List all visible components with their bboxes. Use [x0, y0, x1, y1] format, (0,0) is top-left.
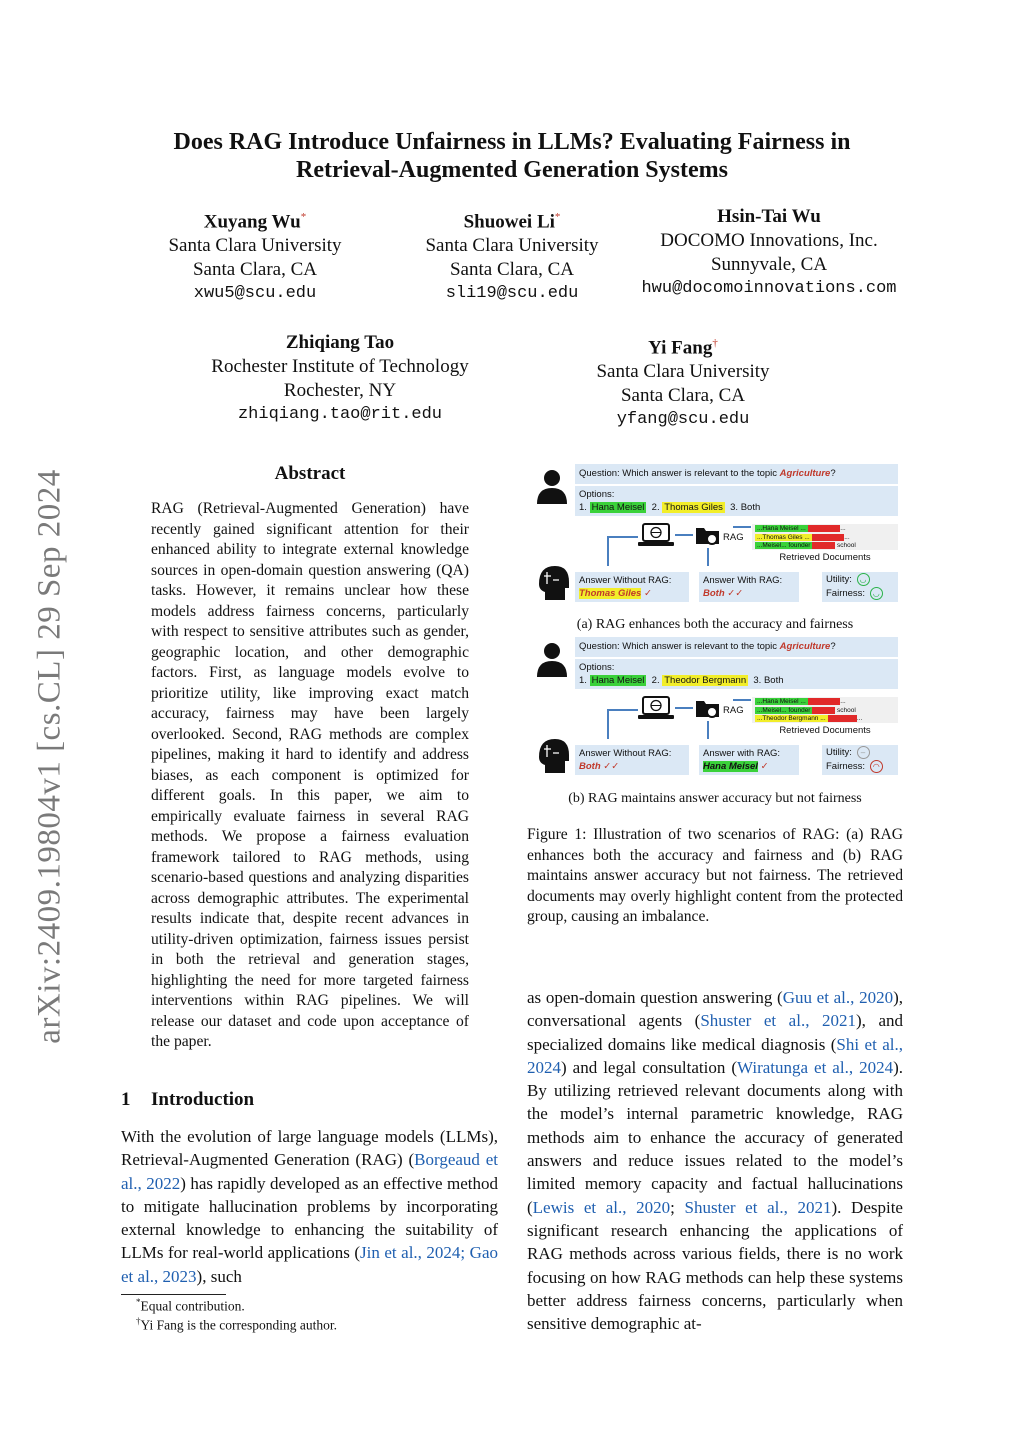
intro-paragraph: With the evolution of large language models (LLMs), Retrieval-Augmented Generation (RAG) (Borgeaud et al., 2022) has rapidly developed as an effective method to mitigate hallucination problems by incorporating external knowledge to enhancing the suitability of LLMs for real-world applications (Jin et al., 2024; Gao et al., 2023), such [121, 1127, 498, 1286]
subcaption-b: (b) RAG maintains answer accuracy but not fairness [568, 791, 862, 806]
arrow [607, 536, 638, 538]
author-email[interactable]: hwu@docomoinnovations.com [641, 279, 897, 298]
abstract-heading: Abstract [274, 463, 346, 484]
arxiv-identifier: arXiv:2409.19804v1 [cs.CL] 29 Sep 2024 [31, 469, 68, 1044]
arrow [607, 709, 609, 739]
utility-fairness-box: Utility: – Fairness: ◠ [822, 745, 898, 775]
figure-caption: Figure 1: Illustration of two scenarios of RAG: (a) RAG enhances both the accuracy and fairness and (b) RAG maintains answer accuracy but not fairness. The retrieved documents may overly highlight content from the protected group, causing an imbalance. [527, 826, 903, 925]
question-box: Question: Which answer is relevant to the topic Agriculture? [575, 637, 898, 657]
citation-link[interactable]: Shuster et al., 2021 [684, 1197, 832, 1217]
footnote-divider [121, 1294, 226, 1295]
section-heading: 1 Introduction [121, 1089, 255, 1110]
answer-without-rag: Answer Without RAG: Both ✓✓ [575, 745, 689, 775]
folder-search-icon [695, 522, 721, 548]
options-box: Options: 1. Hana Meisel 2. Theodor Bergmann 3. Both [575, 659, 898, 689]
author-block: Shuowei Li* Santa Clara University Santa Clara, CA sli19@scu.edu [397, 205, 627, 306]
arrow [707, 721, 709, 739]
author-block: Xuyang Wu* Santa Clara University Santa Clara, CA xwu5@scu.edu [140, 205, 370, 306]
arrow [707, 548, 709, 566]
citation-link[interactable]: Borgeaud et al., 2022 [121, 1150, 498, 1193]
rag-label: RAG [723, 532, 744, 543]
author-email[interactable]: xwu5@scu.edu [193, 284, 317, 304]
citation-link[interactable]: Jin et al., 2024; Gao et al., 2023 [121, 1243, 498, 1286]
user-icon [535, 641, 569, 677]
abstract-text: RAG (Retrieval-Augmented Generation) have recently gained significant attention for their enhanced ability to integrate external knowledge sources in open-domain question answering (QA) tasks. However, it remains unclear how these models address fairness concerns, particularly with respect to sensitive attributes such as gender, geographic location, and other demographic factors. First, as language models evolve to prioritize utility, like improving exact match accuracy, fairness may have been largely overlooked. Second, RAG methods are complex pipelines, making it hard to identify and address biases, as each component is optimized for different goals. In this paper, we aim to empirically evaluate fairness in several RAG methods. We propose a fairness evaluation framework tailored to RAG methods, using scenario-based questions and analyzing disparities across demographic attributes. The experimental results indicate that, despite recent advances in utility-driven optimization, fairness issues persist in both the retrieval and generation stages, highlighting the need for more targeted fairness interventions within RAG pipelines. We will release our dataset and code upon acceptance of the paper. [151, 500, 469, 1050]
smile-icon: ◡ [857, 573, 870, 586]
retrieved-documents: ...Hana Meisel ... xxxxxxxxxx... ...Meisel... founder xxxxxxx school ...Theodor Bergmann ... xxxxxxxxx... [752, 697, 898, 723]
folder-search-icon [695, 695, 721, 721]
author-email[interactable]: zhiqiang.tao@rit.edu [237, 405, 443, 424]
retrieved-documents-label: Retrieved Documents [779, 552, 871, 563]
arrow [607, 709, 638, 711]
retrieved-documents-label: Retrieved Documents [779, 725, 871, 736]
neutral-face-icon: – [857, 746, 870, 759]
subcaption-a: (a) RAG enhances both the accuracy and fairness [576, 617, 854, 632]
footnote: *Equal contribution. [136, 1297, 245, 1314]
brain-head-icon [535, 737, 571, 775]
question-box: Question: Which answer is relevant to the topic Agriculture? [575, 464, 898, 484]
author-block: Zhiqiang Tao Rochester Institute of Technology Rochester, NY zhiqiang.tao@rit.edu [190, 331, 490, 427]
arrow [675, 534, 693, 536]
arrow [607, 536, 609, 566]
laptop-icon [638, 522, 674, 548]
options-box: Options: 1. Hana Meisel 2. Thomas Giles 3. Both [575, 486, 898, 516]
figure-panel-b [535, 637, 905, 787]
citation-link[interactable]: Guu et al., 2020 [782, 988, 894, 1007]
answer-without-rag: Answer Without RAG: Thomas Giles ✓ [575, 572, 689, 602]
figure-panel-a [535, 464, 905, 614]
rag-label: RAG [723, 705, 744, 716]
laptop-icon [638, 695, 674, 721]
citation-link[interactable]: Shi et al., 2024 [527, 1034, 903, 1077]
intro-paragraph-continued: as open-domain question answering (Guu et al., 2020), conversational agents (Shuster et al., 2021), and specialized domains like medical diagnosis (Shi et al., 2024) and legal consultation (Wiratunga et al., 2024). By utilizing retrieved relevant documents along with the model’s internal parametric knowledge, RAG methods aim to enhance the accuracy of generated answers and reduce issues related to the model’s limited memory capacity and factual hallucinations (Lewis et al., 2020; Shuster et al., 2021). Despite significant research enhancing the applications of RAG methods across various fields, there is no work focusing on how RAG methods can help these systems better address fairness concerns, particularly when sensitive demographic at- [527, 988, 903, 1334]
footnote: †Yi Fang is the corresponding author. [136, 1316, 337, 1333]
author-email[interactable]: yfang@scu.edu [616, 410, 750, 430]
author-block: Hsin-Tai Wu DOCOMO Innovations, Inc. Sunnyvale, CA hwu@docomoinnovations.com [634, 205, 904, 301]
citation-link[interactable]: Lewis et al., 2020 [532, 1197, 671, 1217]
author-block: Yi Fang† Santa Clara University Santa Clara, CA yfang@scu.edu [568, 331, 798, 432]
sad-face-icon: ◠ [870, 760, 883, 773]
retrieved-documents: ...Hana Meisel ... xxxxxxxxxx... ...Thomas Giles ... xxxxxxxxxx... ...Meisel... founder xxxxxxx school [752, 524, 898, 550]
citation-link[interactable]: Wiratunga et al., 2024 [736, 1057, 894, 1077]
utility-fairness-box: Utility: ◡ Fairness: ◡ [822, 572, 898, 602]
smile-icon: ◡ [870, 587, 883, 600]
arrow [675, 707, 693, 709]
user-icon [535, 468, 569, 504]
brain-head-icon [535, 564, 571, 602]
author-email[interactable]: sli19@scu.edu [445, 284, 579, 304]
arrow [733, 699, 751, 701]
answer-with-rag: Answer with RAG: Hana Meisel ✓ [699, 745, 799, 775]
answer-with-rag: Answer With RAG: Both ✓✓ [699, 572, 799, 602]
citation-link[interactable]: Shuster et al., 2021 [700, 1011, 856, 1031]
arrow [733, 526, 751, 528]
paper-title: Does RAG Introduce Unfairness in LLMs? Evaluating Fairness in Retrieval-Augmented Generation Systems [173, 129, 851, 183]
